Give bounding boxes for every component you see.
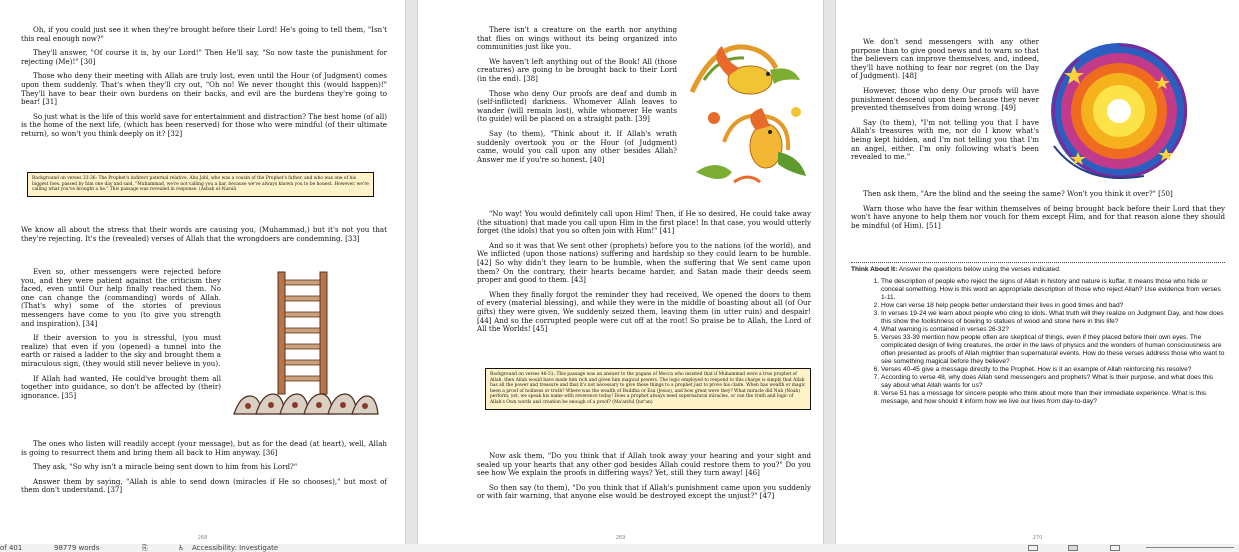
paragraph: So then say (to them), "Do you think that if Allah's punishment came upon you suddenly or with fair warning, that anyone else would be destroyed except the unjust?" [47] xyxy=(477,482,811,501)
think-label: Think About It: xyxy=(851,266,898,273)
spiral-sun-illustration xyxy=(1044,36,1194,186)
paragraph: "No way! You would definitely call upon Him! Then, if He so desired, He could take away (the situation) that made you call upon Him in the first place! In that case, you would utterly forget (the idols) that you so often join with Him!" [41] xyxy=(477,209,811,236)
think-intro: Answer the questions below using the verses indicated. xyxy=(898,266,1061,273)
word-count[interactable]: 98779 words xyxy=(54,544,100,552)
page-269-top-column xyxy=(477,26,677,170)
page-270-main-text xyxy=(851,190,1225,236)
accessibility-icon[interactable]: ♿ xyxy=(178,544,185,552)
web-layout-icon[interactable] xyxy=(1110,545,1120,551)
page-number: 270 xyxy=(1032,535,1043,541)
page-269-main-text xyxy=(477,210,811,340)
paragraph: Then ask them, "Are the blind and the seeing the same? Won't you think it over?" [50] xyxy=(863,189,1173,198)
question: 8. Verse 51 has a message for sincere people who think about more than their immediate experience. What is this message, and how should it inform how we live our lives from day-to-day? xyxy=(881,390,1225,406)
question: 1. The description of people who reject the signs of Allah in history and nature is kuffar. It means those who hide or conceal something. How is this word an appropriate description of those who reject Allah? Use evidence from verses 1-11. xyxy=(881,278,1225,302)
question: 7. According to verse 48, why does Allah send messengers and prophets? What is their purpose, and what does this say about what Allah wants for us? xyxy=(881,374,1225,390)
print-layout-icon[interactable] xyxy=(1068,545,1078,551)
paragraph: Oh, if you could just see it when they're brought before their Lord! He's going to tell them, "Isn't this real enough now?" xyxy=(21,25,387,43)
paragraph: Even so, other messengers were rejected before you, and they were patient against the criticism they faced, even until Our help finally reached them. No one can change the (commanding) words of Allah. (That's why) some of the stories of previous messengers have come to you (to give you strength and inspiration). [34] xyxy=(21,267,221,328)
page-number: 269 xyxy=(615,535,626,541)
ladder-illustration xyxy=(228,266,388,422)
page-268-bottom-text xyxy=(21,440,387,501)
page-270-top-column xyxy=(851,38,1039,168)
accessibility-status[interactable]: Accessibility: Investigate xyxy=(192,544,279,552)
question: 2. How can verse 18 help people better understand their lives in good times and bad? xyxy=(881,302,1225,310)
page-268-left-column xyxy=(21,268,221,406)
question: 6. Verses 40-45 give a message directly to the Prophet. How is it an example of Allah reinforcing his resolve? xyxy=(881,366,1225,374)
paragraph: Answer them by saying, "Allah is able to send down (miracles if He so chooses)," but most of them don't understand. [37] xyxy=(21,476,387,495)
proofing-icon[interactable]: ⎘ xyxy=(142,544,148,552)
question: 5. Verses 33-39 mention how people often are skeptical of things, even if they placed before their own eyes. The complicated design of living creatures, the order in the laws of physics and the wonders of human consciousness are often presented as proofs of Allah mightier than supernatural events. How do these verses address those who want to see something magical before they believe? xyxy=(881,334,1225,366)
paragraph: We don't send messengers with any other purpose than to give good news and to warn so that the believers can improve themselves, and, indeed, they'll have nothing to fear nor regret (on the Day of Judgment). [48] xyxy=(851,37,1039,81)
page-count[interactable]: of 401 xyxy=(0,544,23,552)
paragraph: Those who deny Our proofs are deaf and dumb in (self-inflicted) darkness. Whomever Allah leaves to wander (will remain lost), while whomever He wants (to guide) will be placed on a straight path. [39] xyxy=(477,88,677,124)
paragraph: Now ask them, "Do you think that if Allah took away your hearing and your sight and sealed up your hearts that any other god besides Allah could restore them to you?" Do you see how We explain the proofs in differing ways? Yet, still they turn away! [46] xyxy=(477,451,811,478)
divider xyxy=(851,262,1225,263)
paragraph: However, those who deny Our proofs will have punishment descend upon them because they never prevented themselves from doing wrong. [49] xyxy=(851,85,1039,113)
paragraph: Warn those who have the fear within themselves of being brought back before their Lord that they won't have anyone to help them nor vouch for them except Him, and for that reason alone they should be mindful (of Him). [51] xyxy=(851,203,1225,230)
paragraph: Say (to them), "I'm not telling you that I have Allah's treasures with me, nor do I know what's being kept hidden, and I'm not telling you that I'm an angel, either. I'm only following what's been revealed to me." xyxy=(851,117,1039,162)
page-269-bottom-text xyxy=(477,452,811,507)
paragraph: When they finally forgot the reminder they had received, We opened the doors to them of every (material blessing), and while they were in the middle of boasting about all (of Our gifts) they were given, We suddenly seized them, leaving them (in utter ruin) and despair! [44] And so the corrupted people were cut off at the root! So praise be to Allah, the Lord of All the Worlds! [45] xyxy=(477,289,811,334)
birds-illustration xyxy=(684,22,816,200)
paragraph: Say (to them), "Think about it. If Allah's wrath suddenly overtook you or the Hour (of Judgment) came, would you call upon any other besides Allah? Answer me if you're so honest. [40] xyxy=(477,128,677,164)
paragraph: And so it was that We sent other (prophets) before you to the nations (of the world), and We inflicted (upon those nations) suffering and hardship so they could learn to be humble. [42] So why didn't they learn to be humble, when the suffering that We sent came upon them? On the contrary, their hearts became harder, and Satan made their deeds seem proper and good to them. [43] xyxy=(477,240,811,285)
think-about-it-section xyxy=(851,266,1225,406)
paragraph: They'll answer, "Of course it is, by our Lord!" Then He'll say, "So now taste the punishment for rejecting (Me)!" [30] xyxy=(21,48,387,66)
read-mode-icon[interactable] xyxy=(1028,545,1038,551)
paragraph: If their aversion to you is stressful, (you must realize) that even if you (opened) a tunnel into the earth or raised a ladder to the sky and brought them a miraculous sign, (they would still never believe in you). xyxy=(21,333,221,368)
zoom-slider[interactable] xyxy=(1146,547,1234,548)
page-268-top-text xyxy=(21,26,387,145)
paragraph: The ones who listen will readily accept (your message), but as for the dead (at heart), well, Allah is going to resurrect them and bring them all back to Him anyway. [36] xyxy=(21,439,387,457)
status-bar xyxy=(0,544,1239,552)
page-270 xyxy=(836,0,1239,544)
page-268 xyxy=(0,0,405,544)
paragraph: We haven't left anything out of the Book! All (those creatures) are going to be brought back to their Lord (in the end). [38] xyxy=(477,56,677,83)
background-note: Background on verses 33-36: The Prophet's indirect paternal relative, Abu Jahl, who was a cousin of the Prophet's father, and who was one of his biggest foes, passed by him one day and said, "Muhammad, we're not calling you a liar, because we've always known you to be honest. However, we're calling what you've brought a lie." This passage was revealed in response. (Asbab ul-Nuzul) xyxy=(27,172,374,197)
page-269 xyxy=(418,0,823,544)
question-list xyxy=(851,278,1225,406)
think-about-it-heading xyxy=(851,266,1225,274)
question: 3. In verses 19-24 we learn about people who cling to idols. What truth will they realize on Judgment Day, and how does this show the foolishness of bowing to statues of wood and stone here in this life? xyxy=(881,310,1225,326)
question: 4. What warning is contained in verses 26-32? xyxy=(881,326,1225,334)
paragraph: Those who deny their meeting with Allah are truly lost, even until the Hour (of Judgment) comes upon them suddenly. That's when they'll cry out, "Oh no! We never thought this (would happen)!" They'll have to bear their own burdens on their backs, and evil are the burdens they're going to bear! [31] xyxy=(21,71,387,107)
paragraph: So just what is the life of this world save for entertainment and distraction? The best home (of all) is the home of the next life, (which has been reserved) for those who were mindful (of their ultimate return), so won't you think deeply on it? [32] xyxy=(21,111,387,138)
paragraph: We know all about the stress that their words are causing you, (Muhammad,) but it's not you that they're rejecting. It's the (revealed) verses of Allah that the wrongdoers are condemning. [33] xyxy=(21,225,387,243)
page-number: 268 xyxy=(197,535,208,541)
paragraph: There isn't a creature on the earth nor anything that flies on wings without its being organized into communities just like you. xyxy=(477,25,677,52)
paragraph: If Allah had wanted, He could've brought them all together into guidance, so don't be affected by (their) ignorance. [35] xyxy=(21,373,221,400)
paragraph: They ask, "So why isn't a miracle being sent down to him from his Lord?" xyxy=(33,462,298,472)
background-note: Background on verses 46-51: This passage was an answer to the pagans of Mecca who insisted that if Muhammad were a true prophet of Allah, then Allah would have made him rich and given him magical powers. The logic employed to respond to this charge is simply that Allah has all the power and treasure and that it's not necessary to give these things to a prophet just to prove his claim. When has wealth or magic been a proof of holiness or truth? Where was the wealth of Buddha or Esa (Jesus), and how great were they? What miracle did Nuh (Noah) perform; yet, we speak his name with reverence today! Does a prophet always need supernatural miracles, or can the truth and logic of Allah's Own words and creation be enough of a proof? (Ma'ariful Qur'an) xyxy=(485,368,811,410)
